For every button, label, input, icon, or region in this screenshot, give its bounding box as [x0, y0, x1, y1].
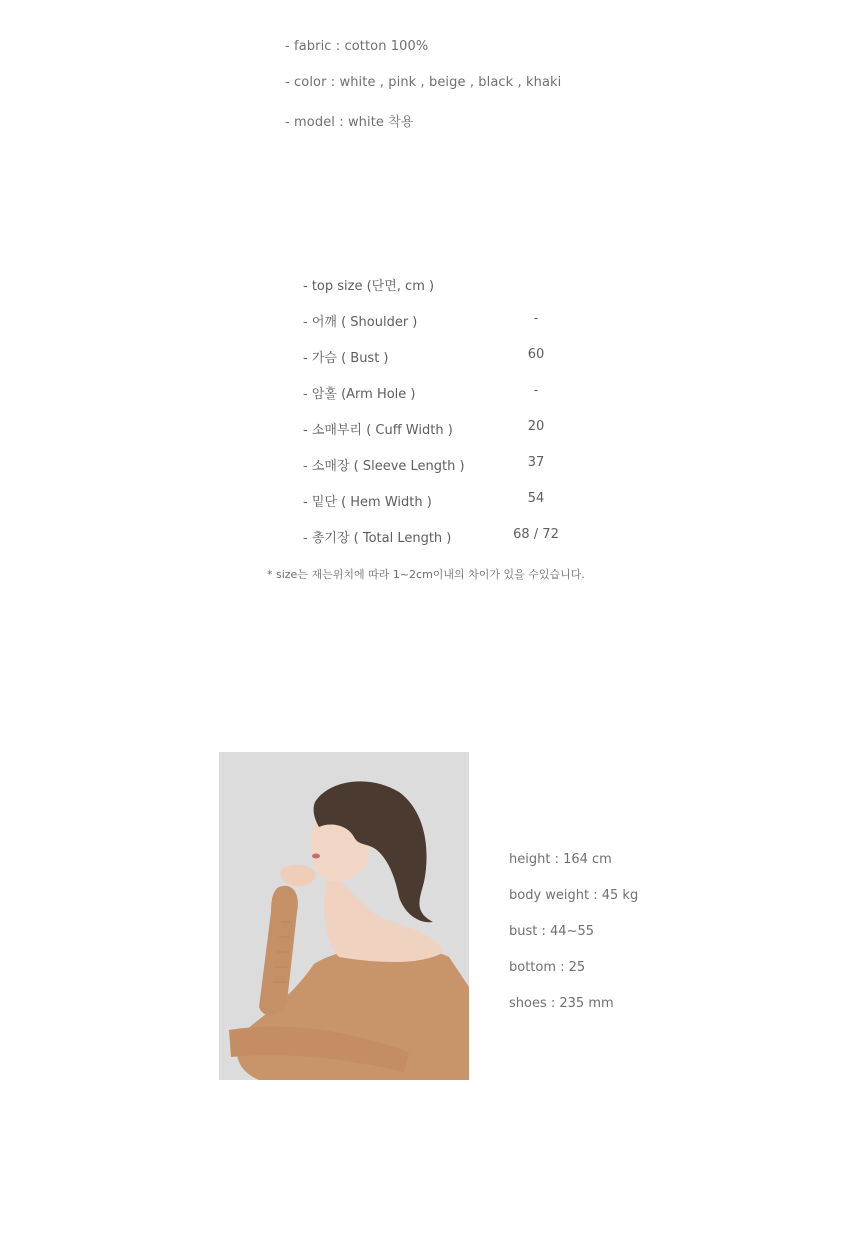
- model-photo-illustration: [219, 752, 469, 1080]
- size-note: * size는 재는위치에 따라 1~2cm이내의 차이가 있을 수있습니다.: [267, 568, 585, 581]
- size-value-hem: 54: [527, 491, 545, 506]
- model-bust: bust : 44~55: [509, 924, 594, 939]
- size-table-header: - top size (단면, cm ): [303, 279, 435, 294]
- spec-color: - color : white , pink , beige , black , khaki: [285, 75, 562, 90]
- size-value-cuff: 20: [527, 419, 545, 434]
- size-value-total-length: 68 / 72: [513, 527, 559, 542]
- size-value-armhole: -: [533, 383, 539, 398]
- size-label-bust: - 가슴 ( Bust ): [303, 351, 389, 366]
- model-bottom: bottom : 25: [509, 960, 586, 975]
- size-label-shoulder: - 어깨 ( Shoulder ): [303, 315, 418, 330]
- size-label-sleeve: - 소매장 ( Sleeve Length ): [303, 459, 465, 474]
- size-label-total-length: - 총기장 ( Total Length ): [303, 531, 452, 546]
- spec-model: - model : white 착용: [285, 115, 414, 130]
- model-shoes: shoes : 235 mm: [509, 996, 614, 1011]
- model-weight: body weight : 45 kg: [509, 888, 639, 903]
- size-value-shoulder: -: [533, 311, 539, 326]
- size-value-sleeve: 37: [527, 455, 545, 470]
- size-label-armhole: - 암홀 (Arm Hole ): [303, 387, 416, 402]
- model-height: height : 164 cm: [509, 852, 612, 867]
- size-label-hem: - 밑단 ( Hem Width ): [303, 495, 432, 510]
- spec-fabric: - fabric : cotton 100%: [285, 39, 429, 54]
- size-value-bust: 60: [527, 347, 545, 362]
- size-label-cuff: - 소매부리 ( Cuff Width ): [303, 423, 453, 438]
- model-photo: [219, 752, 469, 1080]
